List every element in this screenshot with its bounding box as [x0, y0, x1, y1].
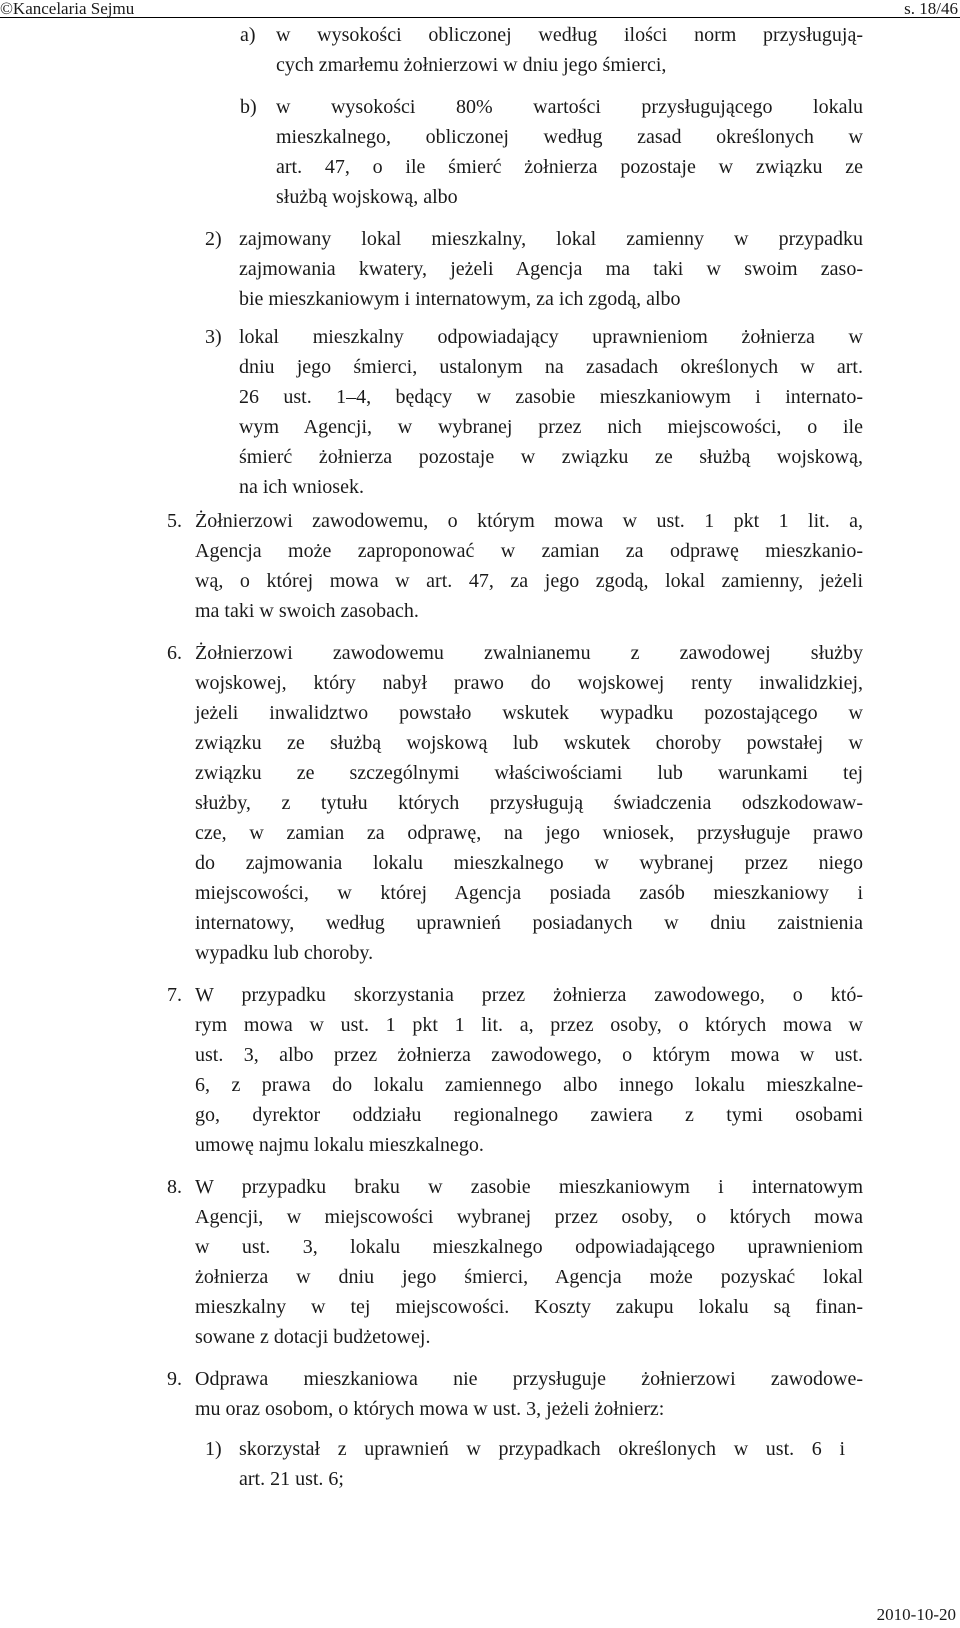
- text-line: lokal mieszkalny odpowiadający uprawnieniom żołnierza w: [239, 326, 863, 348]
- text-line: na ich wniosek.: [239, 476, 364, 498]
- text-line: sowane z dotacji budżetowej.: [195, 1326, 431, 1348]
- text-line: Agencji, w miejscowości wybranej przez osoby, o których mowa: [195, 1206, 863, 1228]
- list-item-2: [205, 224, 863, 314]
- section-7: [167, 980, 863, 1160]
- text-line: dniu jego śmierci, ustalonym na zasadach określonych w art.: [239, 356, 863, 378]
- text-line: W przypadku skorzystania przez żołnierza zawodowego, o któ-: [195, 984, 863, 1006]
- item-number: 9.: [167, 1368, 182, 1390]
- text-line: do zajmowania lokalu mieszkalnego w wybranej przez niego: [195, 852, 863, 874]
- text-line: wym Agencji, w wybranej przez nich miejscowości, o ile: [239, 416, 863, 438]
- item-number: 8.: [167, 1176, 182, 1198]
- text-line: związku ze służbą wojskową lub wskutek choroby powstałej w: [195, 732, 863, 754]
- text-line: umowę najmu lokalu mieszkalnego.: [195, 1134, 484, 1156]
- text-line: cych zmarłemu żołnierzowi w dniu jego śmierci,: [276, 54, 667, 76]
- text-line: Odprawa mieszkaniowa nie przysługuje żołnierzowi zawodowe-: [195, 1368, 863, 1390]
- item-number: 1): [205, 1438, 222, 1460]
- item-number: 2): [205, 228, 222, 250]
- text-line: Agencja może zaproponować w zamian za odprawę mieszkanio-: [195, 540, 863, 562]
- item-number: 3): [205, 326, 222, 348]
- text-line: Żołnierzowi zawodowemu zwalnianemu z zawodowej służby: [195, 642, 863, 664]
- header-source: ©Kancelaria Sejmu: [0, 0, 135, 18]
- text-line: 6, z prawa do lokalu zamiennego albo innego lokalu mieszkalne-: [195, 1074, 863, 1096]
- text-line: w wysokości obliczonej według ilości norm przysługują-: [276, 24, 863, 46]
- text-line: ma taki w swoich zasobach.: [195, 600, 419, 622]
- text-line: W przypadku braku w zasobie mieszkaniowym i internatowym: [195, 1176, 863, 1198]
- text-line: ust. 3, albo przez żołnierza zawodowego, o którym mowa w ust.: [195, 1044, 863, 1066]
- text-line: w wysokości 80% wartości przysługującego lokalu: [276, 96, 863, 118]
- item-number: 6.: [167, 642, 182, 664]
- item-number: 7.: [167, 984, 182, 1006]
- section-8: [167, 1172, 863, 1352]
- text-line: mieszkalnego, obliczonej według zasad określonych w: [276, 126, 863, 148]
- list-item-3: [205, 322, 863, 502]
- header-page-number: s. 18/46: [904, 0, 958, 18]
- text-line: zajmowania kwatery, jeżeli Agencja ma taki w swoim zaso-: [239, 258, 863, 280]
- text-line: wą, o której mowa w art. 47, za jego zgodą, lokal zamienny, jeżeli: [195, 570, 863, 592]
- text-line: art. 21 ust. 6;: [239, 1468, 344, 1490]
- item-number: 5.: [167, 510, 182, 532]
- text-line: zajmowany lokal mieszkalny, lokal zamienny w przypadku: [239, 228, 863, 250]
- text-line: jeżeli inwalidztwo powstało wskutek wypadku pozostającego w: [195, 702, 863, 724]
- text-line: wypadku lub choroby.: [195, 942, 374, 964]
- text-line: 26 ust. 1–4, będący w zasobie mieszkaniowym i internato-: [239, 386, 863, 408]
- header-divider: [0, 17, 960, 18]
- text-line: bie mieszkaniowym i internatowym, za ich zgodą, albo: [239, 288, 681, 310]
- text-line: mu oraz osobom, o których mowa w ust. 3, jeżeli żołnierz:: [195, 1398, 665, 1420]
- text-line: art. 47, o ile śmierć żołnierza pozostaje w związku ze: [276, 156, 863, 178]
- text-line: cze, w zamian za odprawę, na jego wniosek, przysługuje prawo: [195, 822, 863, 844]
- text-line: Żołnierzowi zawodowemu, o którym mowa w ust. 1 pkt 1 lit. a,: [195, 510, 863, 532]
- text-line: internatowy, według uprawnień posiadanych w dniu zaistnienia: [195, 912, 863, 934]
- list-item-9-1: [205, 1434, 845, 1494]
- text-line: go, dyrektor oddziału regionalnego zawiera z tymi osobami: [195, 1104, 863, 1126]
- section-9: [167, 1364, 863, 1424]
- text-line: skorzystał z uprawnień w przypadkach określonych w ust. 6 i: [239, 1438, 845, 1460]
- text-line: służbą wojskową, albo: [276, 186, 458, 208]
- section-6: [167, 638, 863, 968]
- section-5: [167, 506, 863, 626]
- text-line: związku ze szczególnymi właściwościami lub warunkami tej: [195, 762, 863, 784]
- text-line: miejscowości, w której Agencja posiada zasób mieszkaniowy i: [195, 882, 863, 904]
- text-line: w ust. 3, lokalu mieszkalnego odpowiadającego uprawnieniom: [195, 1236, 863, 1258]
- text-line: wojskowej, który nabył prawo do wojskowej renty inwalidzkiej,: [195, 672, 863, 694]
- text-line: żołnierza w dniu jego śmierci, Agencja może pozyskać lokal: [195, 1266, 863, 1288]
- list-item-b: [240, 92, 863, 212]
- text-line: rym mowa w ust. 1 pkt 1 lit. a, przez osoby, o których mowa w: [195, 1014, 863, 1036]
- list-item-a: [240, 20, 863, 80]
- item-number: b): [240, 96, 257, 118]
- footer-date: 2010-10-20: [876, 1605, 956, 1624]
- text-line: śmierć żołnierza pozostaje w związku ze służbą wojskową,: [239, 446, 863, 468]
- item-number: a): [240, 24, 256, 46]
- text-line: służby, z tytułu których przysługują świadczenia odszkodowaw-: [195, 792, 863, 814]
- text-line: mieszkalny w tej miejscowości. Koszty zakupu lokalu są finan-: [195, 1296, 863, 1318]
